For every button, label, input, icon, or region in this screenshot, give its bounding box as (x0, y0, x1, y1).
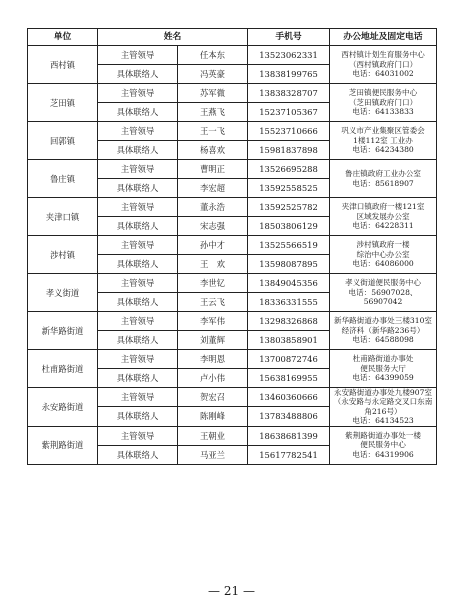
phone-cell: 13592558525 (248, 179, 330, 198)
phone-cell: 13838199765 (248, 65, 330, 84)
table-row (28, 160, 437, 179)
phone-cell: 13592525782 (248, 198, 330, 217)
phone-cell: 13598087895 (248, 255, 330, 274)
office-address-cell: 孝义街道便民服务中心 电话：56907028、56907042 (330, 274, 437, 312)
role-cell: 主管领导 (98, 236, 178, 255)
office-address-cell: 永安路街道办事处九楼907室 （永安路与永定路交叉口东南 角216号） 电话：64134523 (330, 388, 437, 427)
table-row (28, 312, 437, 331)
role-cell: 具体联络人 (98, 179, 178, 198)
header-name: 姓名 (98, 29, 248, 46)
person-name-cell: 董永浩 (178, 198, 248, 217)
phone-cell: 18336331555 (248, 293, 330, 312)
table-header-row (28, 29, 437, 46)
role-cell: 具体联络人 (98, 103, 178, 122)
phone-cell: 13526695288 (248, 160, 330, 179)
unit-cell: 芝田镇 (28, 84, 98, 122)
role-cell: 具体联络人 (98, 331, 178, 350)
phone-cell: 13783488806 (248, 407, 330, 426)
unit-cell: 孝义街道 (28, 274, 98, 312)
phone-cell: 13298326868 (248, 312, 330, 331)
person-name-cell: 王 欢 (178, 255, 248, 274)
person-name-cell: 苏军微 (178, 84, 248, 103)
role-cell: 具体联络人 (98, 293, 178, 312)
phone-cell: 13803858901 (248, 331, 330, 350)
person-name-cell: 陈刚峰 (178, 407, 248, 426)
page-number: — 21 — (208, 584, 255, 598)
role-cell: 主管领导 (98, 312, 178, 331)
unit-cell: 新华路街道 (28, 312, 98, 350)
unit-cell: 回郭镇 (28, 122, 98, 160)
person-name-cell: 李宏超 (178, 179, 248, 198)
role-cell: 具体联络人 (98, 255, 178, 274)
role-cell: 具体联络人 (98, 65, 178, 84)
person-name-cell: 李世钇 (178, 274, 248, 293)
role-cell: 具体联络人 (98, 141, 178, 160)
table-row (28, 236, 437, 255)
phone-cell: 15237105367 (248, 103, 330, 122)
person-name-cell: 王一飞 (178, 122, 248, 141)
header-phone: 手机号 (248, 29, 330, 46)
office-address-cell: 紫荆路街道办事处一楼 便民服务中心 电话：64319906 (330, 426, 437, 464)
phone-cell: 15523710666 (248, 122, 330, 141)
office-address-cell: 鲁庄镇政府工业办公室 电话：85618907 (330, 160, 437, 198)
role-cell: 主管领导 (98, 388, 178, 407)
person-name-cell: 卢小伟 (178, 369, 248, 388)
person-name-cell: 李明恩 (178, 350, 248, 369)
office-address-cell: 杜甫路街道办事处 便民服务大厅 电话：64399059 (330, 350, 437, 388)
phone-cell: 15617782541 (248, 445, 330, 464)
role-cell: 具体联络人 (98, 217, 178, 236)
unit-cell: 鲁庄镇 (28, 160, 98, 198)
office-address-cell: 西村镇计划生育服务中心 （西村镇政府门口） 电话：64031002 (330, 46, 437, 84)
role-cell: 主管领导 (98, 122, 178, 141)
role-cell: 主管领导 (98, 160, 178, 179)
phone-cell: 13838328707 (248, 84, 330, 103)
table-row (28, 426, 437, 445)
phone-cell: 13523062331 (248, 46, 330, 65)
phone-cell: 18638681399 (248, 426, 330, 445)
person-name-cell: 贺宏召 (178, 388, 248, 407)
phone-cell: 18503806129 (248, 217, 330, 236)
table-row (28, 350, 437, 369)
role-cell: 主管领导 (98, 46, 178, 65)
phone-cell: 15638169955 (248, 369, 330, 388)
person-name-cell: 冯英豪 (178, 65, 248, 84)
office-address-cell: 夹津口镇政府一楼121室 区域发展办公室 电话：64228311 (330, 198, 437, 236)
person-name-cell: 曹明正 (178, 160, 248, 179)
role-cell: 具体联络人 (98, 369, 178, 388)
person-name-cell: 王云飞 (178, 293, 248, 312)
table-row (28, 388, 437, 407)
role-cell: 主管领导 (98, 350, 178, 369)
person-name-cell: 孙中才 (178, 236, 248, 255)
unit-cell: 西村镇 (28, 46, 98, 84)
header-unit: 单位 (28, 29, 98, 46)
phone-cell: 13525566519 (248, 236, 330, 255)
contact-table (27, 28, 437, 465)
phone-cell: 13849045356 (248, 274, 330, 293)
role-cell: 主管领导 (98, 198, 178, 217)
person-name-cell: 任本东 (178, 46, 248, 65)
person-name-cell: 刘董辉 (178, 331, 248, 350)
header-office: 办公地址及固定电话 (330, 29, 437, 46)
person-name-cell: 王燕飞 (178, 103, 248, 122)
role-cell: 主管领导 (98, 84, 178, 103)
office-address-cell: 芝田镇便民服务中心 （芝田镇政府门口） 电话：64133833 (330, 84, 437, 122)
person-name-cell: 李军伟 (178, 312, 248, 331)
unit-cell: 杜甫路街道 (28, 350, 98, 388)
table-row (28, 198, 437, 217)
table-row (28, 84, 437, 103)
unit-cell: 涉村镇 (28, 236, 98, 274)
unit-cell: 永安路街道 (28, 388, 98, 427)
office-address-cell: 新华路街道办事处三楼310室 经济科（新华路236号） 电话：64588098 (330, 312, 437, 350)
role-cell: 主管领导 (98, 426, 178, 445)
office-address-cell: 巩义市产业集聚区管委会 1楼112室 工业办 电话：64234380 (330, 122, 437, 160)
person-name-cell: 宋志强 (178, 217, 248, 236)
phone-cell: 13700872746 (248, 350, 330, 369)
person-name-cell: 杨喜欢 (178, 141, 248, 160)
role-cell: 具体联络人 (98, 445, 178, 464)
person-name-cell: 马亚兰 (178, 445, 248, 464)
office-address-cell: 涉村镇政府一楼 综治中心办公室 电话：64086000 (330, 236, 437, 274)
table-row (28, 274, 437, 293)
role-cell: 具体联络人 (98, 407, 178, 426)
unit-cell: 紫荆路街道 (28, 426, 98, 464)
table-row (28, 46, 437, 65)
phone-cell: 13460360666 (248, 388, 330, 407)
unit-cell: 夹津口镇 (28, 198, 98, 236)
person-name-cell: 王朝业 (178, 426, 248, 445)
role-cell: 主管领导 (98, 274, 178, 293)
phone-cell: 15981837898 (248, 141, 330, 160)
table-row (28, 122, 437, 141)
